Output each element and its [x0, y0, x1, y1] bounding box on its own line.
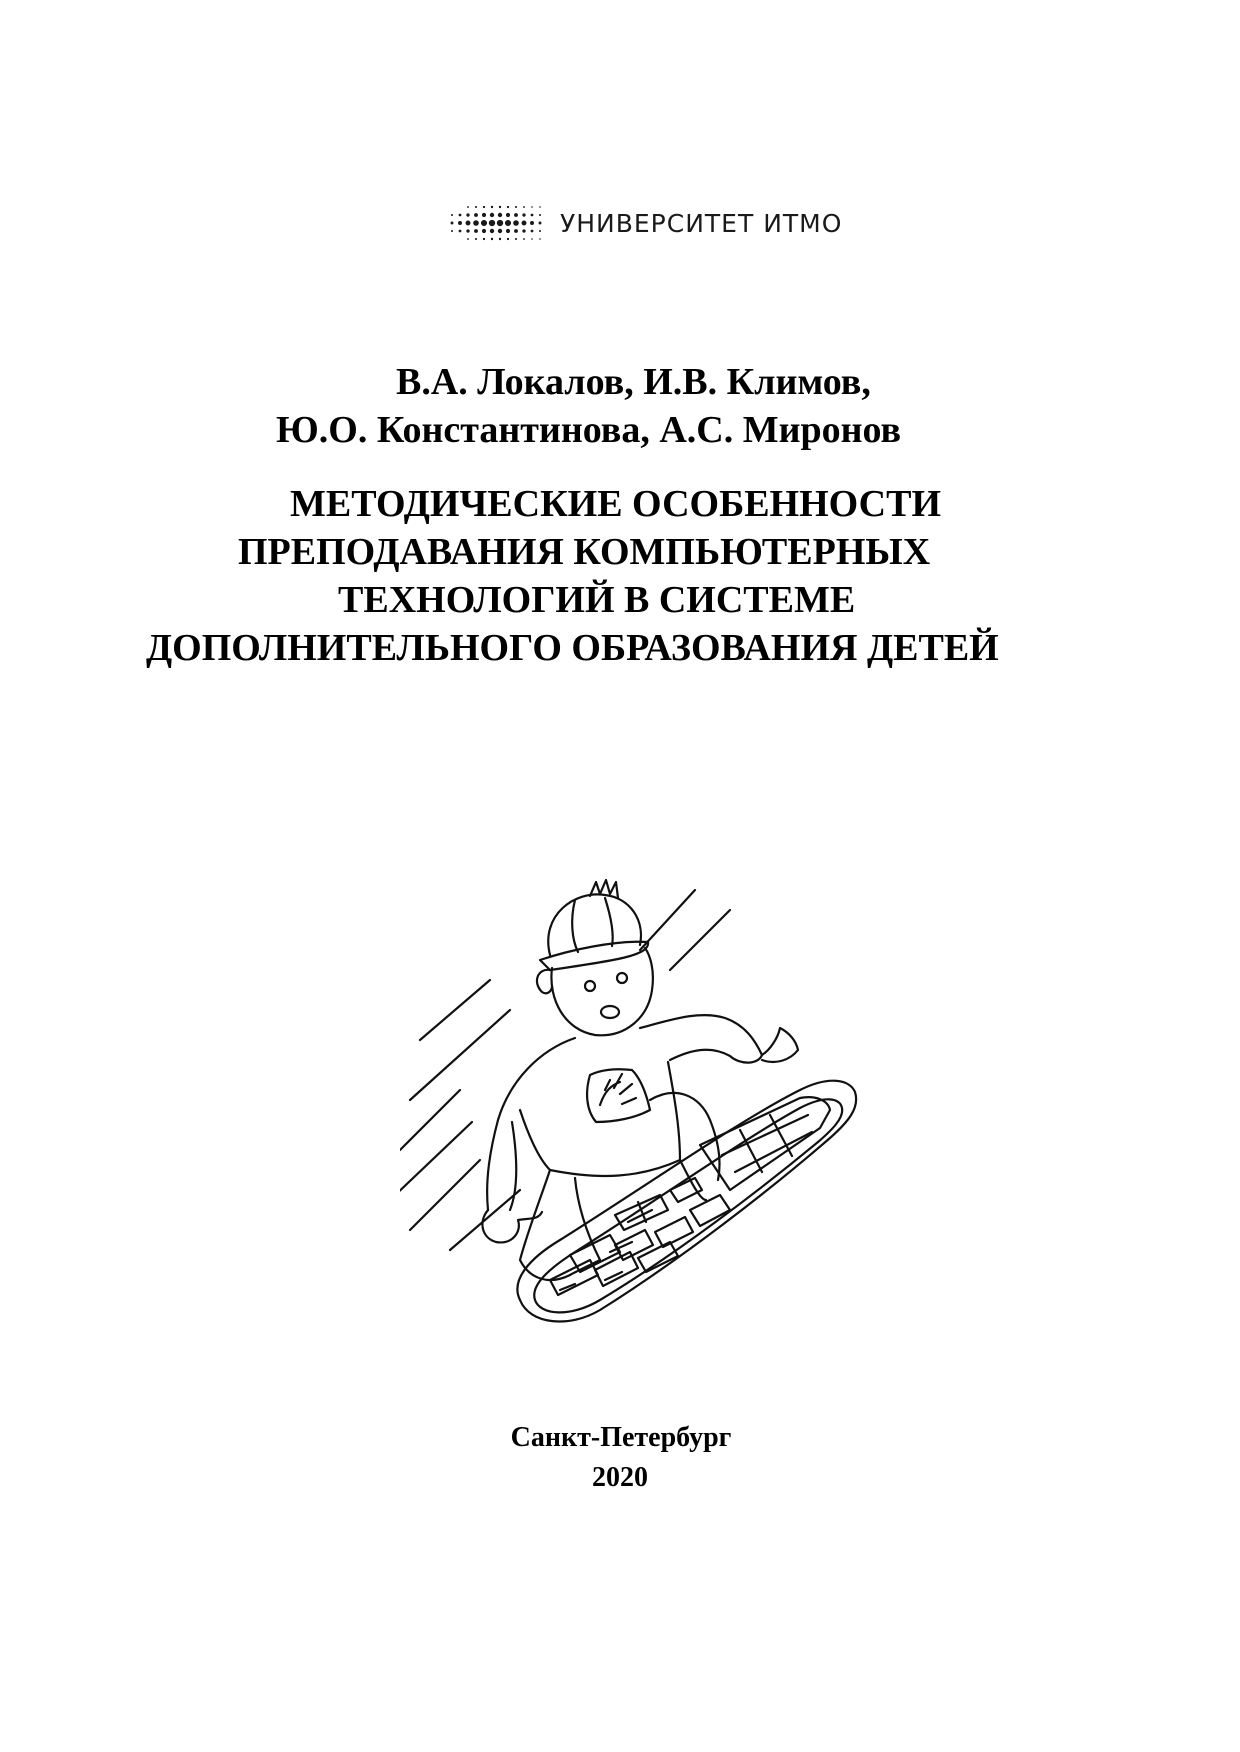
logo-dot	[499, 238, 501, 240]
logo-dot	[522, 229, 525, 232]
logo-dot	[482, 229, 486, 233]
title-line-1: МЕТОДИЧЕСКИЕ ОСОБЕННОСТИ	[290, 483, 942, 525]
logo-dot	[481, 220, 487, 226]
logo-dot	[514, 213, 518, 217]
authors-line-1: В.А. Локалов, И.В. Климов,	[396, 361, 871, 403]
logo-dot	[515, 206, 517, 208]
logo-dot	[497, 220, 503, 226]
logo-dot	[531, 230, 534, 233]
head	[537, 948, 653, 1035]
logo-dot	[491, 206, 493, 208]
logo-dot	[474, 213, 478, 217]
logo-dot	[498, 229, 502, 233]
logo-dot	[539, 238, 541, 240]
title-line-2: ПРЕПОДАВАНИЯ КОМПЬЮТЕРНЫХ	[238, 531, 931, 573]
boy-riding-mobile-phone-illustration	[400, 860, 940, 1340]
logo-dot	[475, 206, 477, 208]
logo-dot	[474, 229, 478, 233]
itmo-dots-logo-icon	[448, 200, 548, 246]
logo-dot	[539, 214, 541, 216]
logo-dot	[473, 220, 479, 226]
logo-dot	[482, 213, 486, 217]
imprint-year: 2020	[592, 1462, 648, 1493]
logo-dot	[451, 230, 453, 232]
logo-dot	[483, 238, 485, 240]
logo-dot	[459, 230, 462, 233]
logo-dot	[458, 221, 462, 225]
logo-dot	[498, 213, 502, 217]
logo-dot	[490, 213, 494, 217]
logo-dot	[522, 221, 527, 226]
book-title	[0, 480, 1240, 672]
logo-dot	[467, 206, 469, 208]
publisher-name: УНИВЕРСИТЕТ ИТМО	[560, 208, 843, 238]
logo-dot	[506, 229, 510, 233]
logo-dot	[514, 229, 518, 233]
logo-dot	[466, 221, 471, 226]
logo-dot	[531, 206, 533, 208]
authors-line-2: Ю.О. Константинова, А.С. Миронов	[276, 409, 902, 451]
logo-dot	[451, 222, 454, 225]
logo-dot	[539, 230, 541, 232]
logo-dot	[522, 213, 525, 216]
logo-dot	[539, 206, 541, 208]
logo-dot	[505, 220, 511, 226]
logo-dot	[483, 206, 485, 208]
logo-dot	[531, 238, 533, 240]
logo-dot	[475, 238, 477, 240]
logo-dot	[507, 238, 509, 240]
logo-dot	[491, 238, 493, 240]
logo-dot	[515, 238, 517, 240]
phone-board	[517, 1081, 856, 1322]
logo-dot	[513, 220, 519, 226]
logo-dot	[499, 206, 501, 208]
logo-dot	[531, 214, 534, 217]
logo-dot	[539, 222, 542, 225]
publisher-logo	[448, 200, 842, 246]
title-line-3: ТЕХНОЛОГИЙ В СИСТЕМЕ	[338, 579, 856, 621]
logo-dot	[467, 238, 469, 240]
logo-dot	[490, 229, 494, 233]
logo-dot	[530, 221, 534, 225]
authors	[0, 358, 1240, 454]
logo-dot	[459, 214, 462, 217]
logo-dot	[466, 213, 469, 216]
cap	[540, 880, 648, 970]
imprint-city: Санкт-Петербург	[510, 1422, 732, 1453]
speed-lines	[400, 890, 730, 1250]
logo-dot	[506, 213, 510, 217]
logo-dot	[489, 220, 495, 226]
logo-dot	[523, 206, 525, 208]
imprint	[0, 1418, 1240, 1498]
logo-dot	[507, 206, 509, 208]
logo-dot	[466, 229, 469, 232]
title-line-4: ДОПОЛНИТЕЛЬНОГО ОБРАЗОВАНИЯ ДЕТЕЙ	[146, 627, 999, 669]
logo-dot	[523, 238, 525, 240]
logo-dot	[451, 214, 453, 216]
